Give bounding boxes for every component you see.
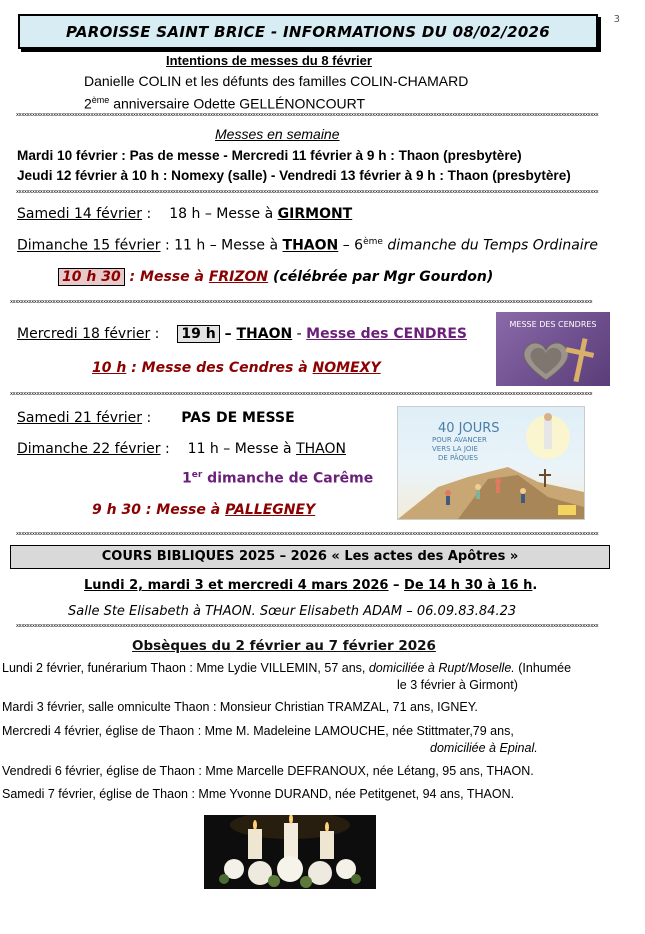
page-number: 3 — [613, 14, 620, 25]
obseque-item-1: Lundi 2 février, funérarium Thaon : Mme Lydie VILLEMIN, 57 ans, domiciliée à Rupt/Moselle. (Inhumée — [2, 661, 572, 675]
candles-flowers-icon — [204, 815, 376, 889]
samedi-21-line: Samedi 21 février : PAS DE MESSE — [17, 410, 295, 426]
semaine-line2: Jeudi 12 février à 10 h : Nomexy (salle) - Vendredi 13 février à 9 h : Thaon (presbytère) — [17, 168, 571, 183]
careme-line: 1er dimanche de Carême — [182, 470, 374, 487]
image-line3: VERS LA JOIE — [432, 445, 478, 453]
semaine-line1: Mardi 10 février : Pas de messe - Mercredi 11 février à 9 h : Thaon (presbytère) — [17, 148, 522, 163]
lent-journey-image — [397, 406, 585, 520]
obseque-item-3: Mercredi 4 février, église de Thaon : Mme M. Madeleine LAMOUCHE, née Stittmater,79 ans, — [2, 724, 514, 738]
pallegney-line: 9 h 30 : Messe à PALLEGNEY — [92, 502, 316, 518]
bible-course-dates: Lundi 2, mardi 3 et mercredi 4 mars 2026 – De 14 h 30 à 16 h. — [84, 578, 538, 593]
frizon-line: 10 h 30 : Messe à FRIZON (célébrée par Mgr Gourdon) — [58, 268, 493, 286]
obseque-item-1-cont: le 3 février à Girmont) — [397, 678, 518, 692]
image-line2: POUR AVANCER — [432, 436, 487, 444]
obseque-item-3-cont: domiciliée à Epinal. — [430, 741, 538, 755]
intentions-line1: Danielle COLIN et les défunts des familles COLIN-CHAMARD — [84, 73, 469, 89]
separator — [16, 624, 626, 629]
intentions-title: Intentions de messes du 8 février — [166, 53, 372, 68]
candles-image — [204, 815, 376, 889]
bible-course-box — [10, 545, 610, 569]
separator — [10, 392, 626, 397]
obseques-title: Obsèques du 2 février au 7 février 2026 — [132, 638, 436, 654]
intentions-line2: 2ème anniversaire Odette GELLÉNONCOURT — [84, 95, 366, 112]
ash-wednesday-image — [496, 312, 610, 386]
samedi-14-line: Samedi 14 février : 18 h – Messe à GIRMONT — [17, 206, 353, 222]
nomexy-cendres-line: 10 h : Messe des Cendres à NOMEXY — [92, 360, 381, 376]
page-title: PAROISSE SAINT BRICE - INFORMATIONS DU 08/02/2026 — [18, 14, 598, 49]
image-caption: MESSE DES CENDRES — [509, 320, 597, 329]
bible-course-place: Salle Ste Elisabeth à THAON. Sœur Elisabeth ADAM – 06.09.83.84.23 — [68, 604, 517, 619]
ash-heart-cross-icon — [518, 334, 598, 384]
separator — [10, 300, 626, 305]
obseque-item-2: Mardi 3 février, salle omniculte Thaon : Monsieur Christian TRAMZAL, 71 ans, IGNEY. — [2, 700, 478, 714]
obseque-item-5: Samedi 7 février, église de Thaon : Mme Yvonne DURAND, née Petitgenet, 94 ans, THAON. — [2, 787, 515, 801]
separator — [16, 190, 616, 195]
obseque-item-4: Vendredi 6 février, église de Thaon : Mme Marcelle DEFRANOUX, née Létang, 95 ans, THAON. — [2, 764, 534, 778]
dimanche-22-line: Dimanche 22 février : 11 h – Messe à THAON — [17, 441, 346, 457]
dimanche-15-line: Dimanche 15 février : 11 h – Messe à THAON – 6ème dimanche du Temps Ordinaire — [17, 237, 599, 254]
hill-pilgrims-icon — [398, 407, 584, 519]
separator — [16, 113, 616, 118]
separator — [16, 532, 620, 537]
semaine-title: Messes en semaine — [215, 126, 340, 142]
image-line1: 40 JOURS — [438, 421, 500, 436]
mercredi-18-line: Mercredi 18 février : 19 h – THAON - Messe des CENDRES — [17, 326, 467, 342]
bible-course-title: COURS BIBLIQUES 2025 – 2026 « Les actes des Apôtres » — [101, 549, 519, 564]
image-line4: DE PÂQUES — [438, 454, 478, 462]
